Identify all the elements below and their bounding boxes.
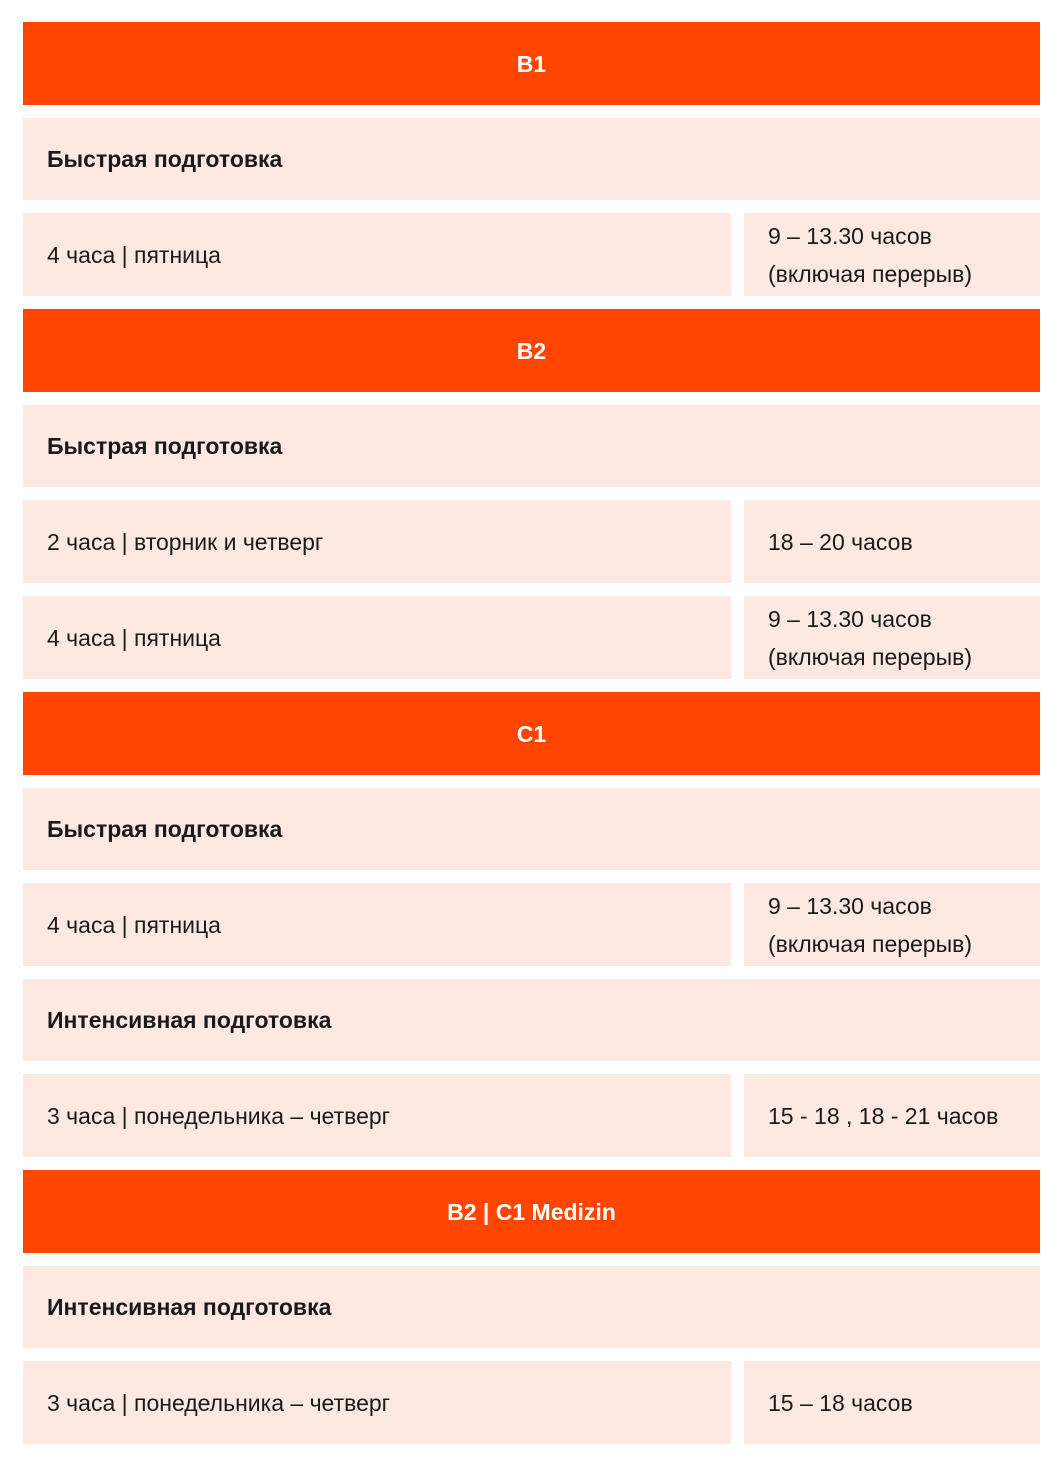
section-title-b2: B2 — [23, 309, 1040, 392]
section-title-c1: C1 — [23, 692, 1040, 775]
schedule-duration-days: 2 часа | вторник и четверг — [23, 500, 731, 583]
schedule-row — [23, 596, 1040, 679]
schedule-duration-days: 3 часа | понедельника – четверг — [23, 1361, 731, 1444]
schedule-time: 15 – 18 часов — [744, 1361, 1040, 1444]
course-type-row — [23, 979, 1040, 1061]
course-type-row — [23, 118, 1040, 200]
schedule-table — [23, 22, 1040, 1457]
schedule-row — [23, 1361, 1040, 1444]
course-type-row — [23, 405, 1040, 487]
schedule-row — [23, 883, 1040, 966]
schedule-duration-days: 4 часа | пятница — [23, 213, 731, 296]
schedule-time: 9 – 13.30 часов (включая перерыв) — [744, 596, 1040, 679]
schedule-duration-days: 4 часа | пятница — [23, 883, 731, 966]
section-header-row — [23, 22, 1040, 105]
section-header-row — [23, 692, 1040, 775]
section-header-row — [23, 309, 1040, 392]
section-title-b1: B1 — [23, 22, 1040, 105]
section-title-medizin: B2 | C1 Medizin — [23, 1170, 1040, 1253]
schedule-time: 18 – 20 часов — [744, 500, 1040, 583]
schedule-row — [23, 1074, 1040, 1157]
schedule-time: 9 – 13.30 часов (включая перерыв) — [744, 213, 1040, 296]
course-type-row — [23, 1266, 1040, 1348]
course-type-row — [23, 788, 1040, 870]
course-type-label: Быстрая подготовка — [23, 405, 1040, 487]
course-type-label: Интенсивная подготовка — [23, 1266, 1040, 1348]
schedule-row — [23, 213, 1040, 296]
schedule-time: 15 - 18 , 18 - 21 часов — [744, 1074, 1040, 1157]
schedule-row — [23, 500, 1040, 583]
section-header-row — [23, 1170, 1040, 1253]
course-type-label: Интенсивная подготовка — [23, 979, 1040, 1061]
course-type-label: Быстрая подготовка — [23, 788, 1040, 870]
schedule-duration-days: 4 часа | пятница — [23, 596, 731, 679]
schedule-duration-days: 3 часа | понедельника – четверг — [23, 1074, 731, 1157]
schedule-time: 9 – 13.30 часов (включая перерыв) — [744, 883, 1040, 966]
course-type-label: Быстрая подготовка — [23, 118, 1040, 200]
